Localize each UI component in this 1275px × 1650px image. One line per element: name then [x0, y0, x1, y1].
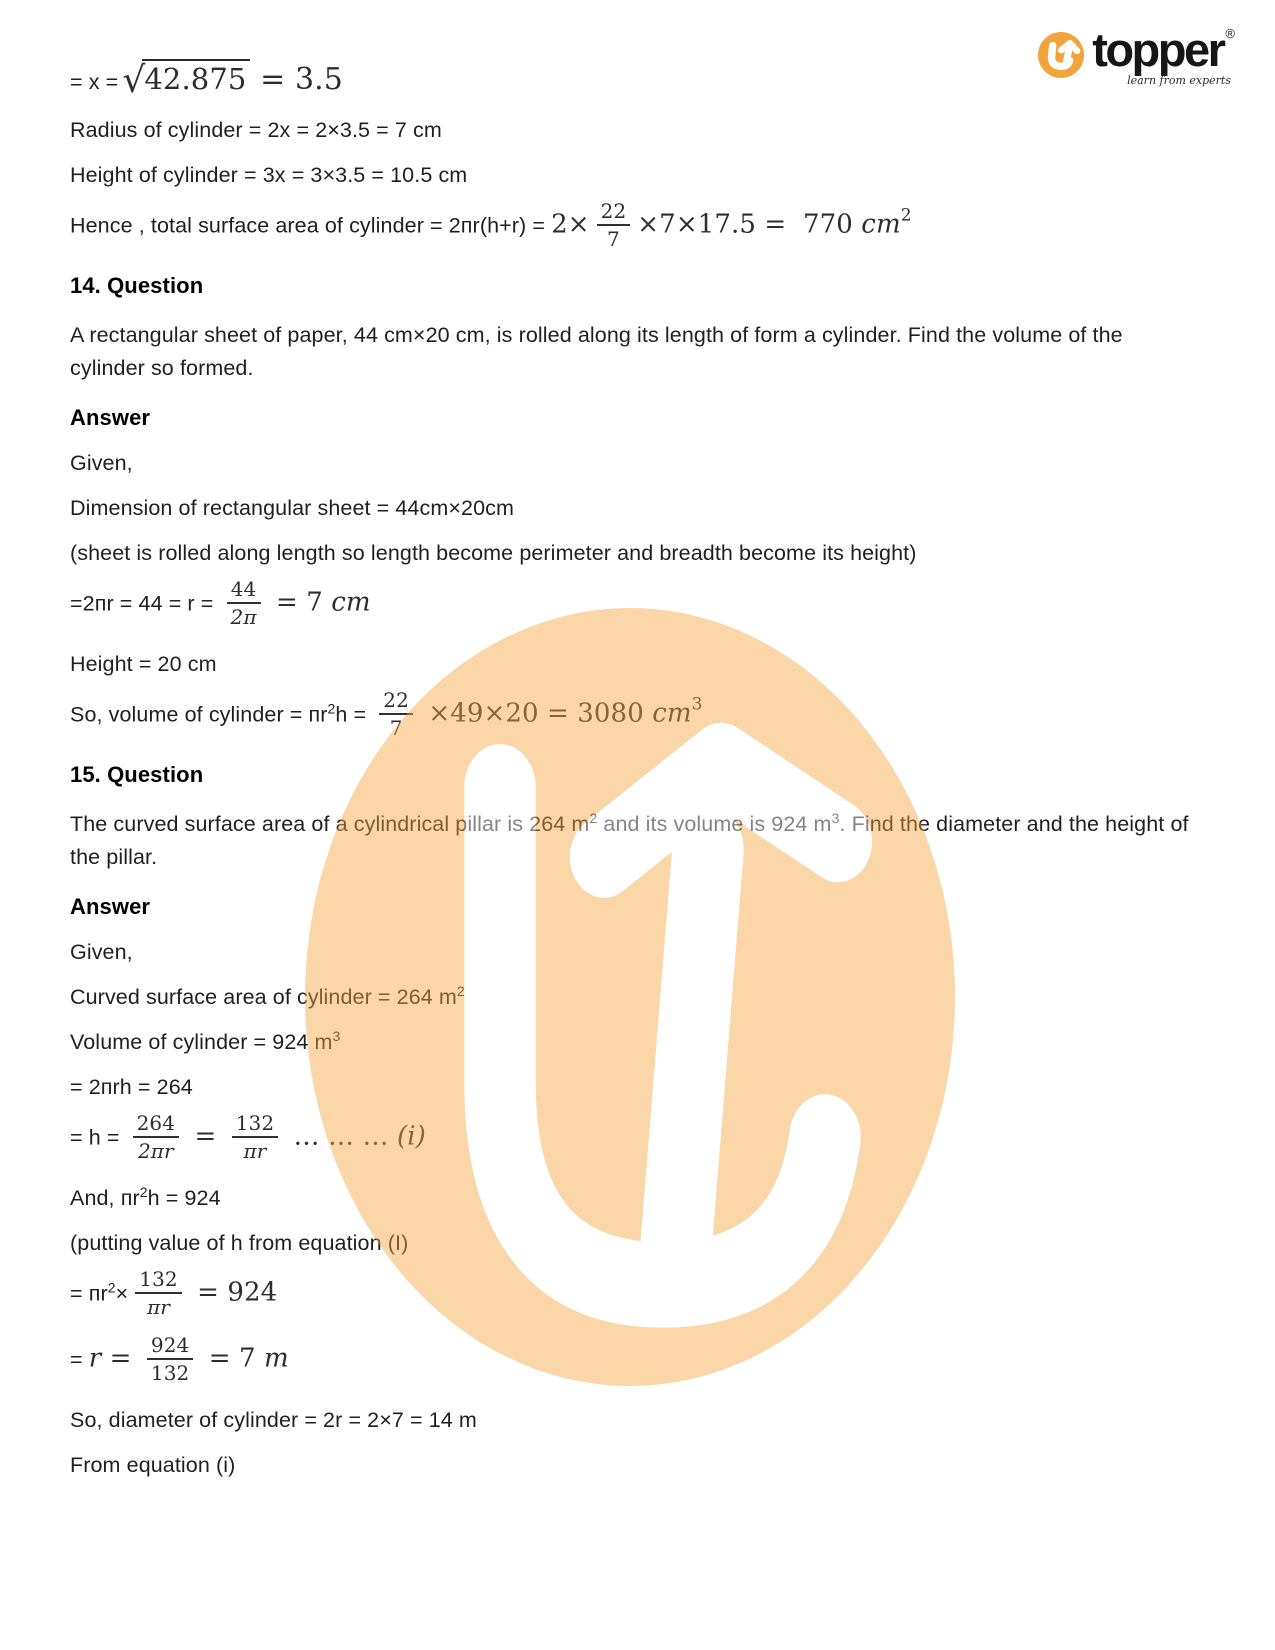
text-line [70, 118, 1215, 142]
text-run: =2пr = 44 = r = [70, 591, 220, 616]
math-run: cm [331, 587, 371, 618]
fraction-denominator: 132 [150, 1361, 190, 1385]
math-run: = 7 [200, 1343, 264, 1374]
math-run: = 7 [267, 587, 332, 618]
math-run: ×49×20 = 3080 [419, 698, 653, 729]
text-line [70, 274, 1215, 298]
text-line [70, 1335, 1215, 1387]
logo-tagline: learn from experts [1127, 74, 1231, 87]
text-run: h = [335, 702, 373, 727]
text-line [70, 763, 1215, 787]
text-run: So, volume of cylinder = пr [70, 702, 328, 727]
fraction [133, 1111, 179, 1163]
text-run: 15. Question [70, 762, 204, 787]
text-run: Height of cylinder = 3x = 3×3.5 = 10.5 cm [70, 163, 468, 187]
fraction-denominator: πr [243, 1139, 267, 1163]
text-run: So, diameter of cylinder = 2r = 2×7 = 14 m [70, 1408, 477, 1432]
fraction [147, 1333, 193, 1385]
text-line [70, 1113, 1215, 1165]
text-run: Hence , total surface area of cylinder = 2пr(h+r) = [70, 213, 552, 238]
text-run: = h = [70, 1125, 126, 1150]
text-line [70, 1269, 1215, 1321]
text-run: (sheet is rolled along length so length become perimeter and breadth become its height) [70, 541, 917, 565]
text-run: Radius of cylinder = 2x = 2×3.5 = 7 cm [70, 118, 442, 142]
text-line [70, 1030, 1215, 1054]
text-run: Dimension of rectangular sheet = 44cm×20cm [70, 496, 514, 520]
fraction [232, 1111, 278, 1163]
superscript: 3 [332, 1028, 341, 1044]
math-run: cm [861, 209, 901, 240]
text-run: = x = [70, 70, 119, 94]
text-line [70, 541, 1215, 565]
logo-brand-text: topper [1092, 23, 1224, 76]
fraction-denominator: 7 [389, 716, 403, 740]
superscript: 2 [900, 205, 912, 226]
text-line [70, 1453, 1215, 1477]
text-line [70, 808, 1195, 874]
text-line [70, 985, 1215, 1009]
math-run: … … … [285, 1121, 397, 1152]
text-run: 14. Question [70, 273, 204, 298]
text-run: A rectangular sheet of paper, 44 cm×20 cm, is rolled along its length of form a cylinder. Find the volume of the cylinder so formed. [70, 323, 1129, 380]
math-run: (i) [396, 1121, 426, 1152]
logo-wordmark [1092, 23, 1235, 87]
superscript: 3 [691, 694, 703, 715]
superscript: 3 [831, 810, 840, 826]
utopper-logo [1038, 23, 1235, 87]
text-run: The curved surface area of a cylindrical pillar is 264 m [70, 812, 590, 836]
text-line [70, 319, 1195, 385]
text-line [70, 163, 1215, 187]
text-run: Given, [70, 451, 133, 475]
fraction [135, 1267, 181, 1319]
fraction [227, 577, 261, 629]
text-line [70, 1231, 1215, 1255]
fraction-numerator: 924 [147, 1333, 193, 1360]
math-run: ×7×17.5 = 770 [637, 209, 862, 240]
text-run: Answer [70, 894, 151, 919]
text-line [70, 406, 1215, 430]
text-line [70, 579, 1215, 631]
text-run: = 2пrh = 264 [70, 1075, 193, 1099]
math-run: = 3.5 [250, 62, 343, 97]
text-run: Given, [70, 940, 133, 964]
math-run: = 924 [188, 1277, 278, 1308]
text-line [70, 940, 1215, 964]
superscript: 2 [139, 1184, 148, 1200]
text-run: Curved surface area of cylinder = 264 m [70, 985, 457, 1009]
registered-trademark-icon: ® [1225, 26, 1235, 41]
utopper-logo-icon [1038, 32, 1084, 78]
radical-sign-icon: √ [122, 60, 146, 101]
math-run: 2× [551, 209, 590, 240]
math-run: m [264, 1343, 289, 1374]
superscript: 2 [107, 1279, 116, 1296]
fraction-numerator: 132 [135, 1267, 181, 1294]
text-line [70, 895, 1215, 919]
fraction [597, 199, 631, 251]
text-run: × [115, 1281, 129, 1306]
text-line [70, 1075, 1215, 1099]
superscript: 2 [327, 700, 336, 717]
text-run: . Find the diameter and the height of the pillar. [70, 812, 1195, 869]
text-run: h = 924 [147, 1186, 221, 1210]
fraction-numerator: 264 [133, 1111, 179, 1138]
superscript: 2 [456, 983, 465, 999]
fraction-denominator: 2πr [137, 1139, 174, 1163]
text-line [70, 690, 1215, 742]
math-run: = [186, 1121, 225, 1152]
math-run: = [101, 1343, 140, 1374]
fraction-denominator: 2π [230, 605, 257, 629]
text-run: From equation (i) [70, 1453, 236, 1477]
text-run: And, пr [70, 1186, 140, 1210]
text-line [70, 496, 1215, 520]
math-run: cm [652, 698, 692, 729]
text-run: Answer [70, 405, 151, 430]
text-run: (putting value of h from equation (I) [70, 1231, 409, 1255]
text-line [70, 1408, 1215, 1432]
fraction-denominator: πr [147, 1295, 170, 1319]
fraction-numerator: 44 [227, 577, 261, 604]
square-root-expression [122, 60, 250, 101]
math-run: r [88, 1343, 102, 1374]
fraction-numerator: 132 [232, 1111, 278, 1138]
text-run: Height = 20 cm [70, 652, 217, 676]
fraction-numerator: 22 [379, 688, 413, 715]
radicand: 42.875 [142, 59, 250, 96]
fraction [379, 688, 413, 740]
text-line [70, 1186, 1215, 1210]
text-line [70, 451, 1215, 475]
text-run: and its volume is 924 m [597, 812, 832, 836]
text-line [70, 652, 1215, 676]
superscript: 2 [589, 810, 598, 826]
fraction-denominator: 7 [607, 227, 620, 251]
text-run: = пr [70, 1281, 108, 1306]
text-run: = [70, 1347, 89, 1372]
text-run: Volume of cylinder = 924 m [70, 1030, 333, 1054]
fraction-numerator: 22 [597, 199, 631, 226]
text-line [70, 201, 1215, 253]
